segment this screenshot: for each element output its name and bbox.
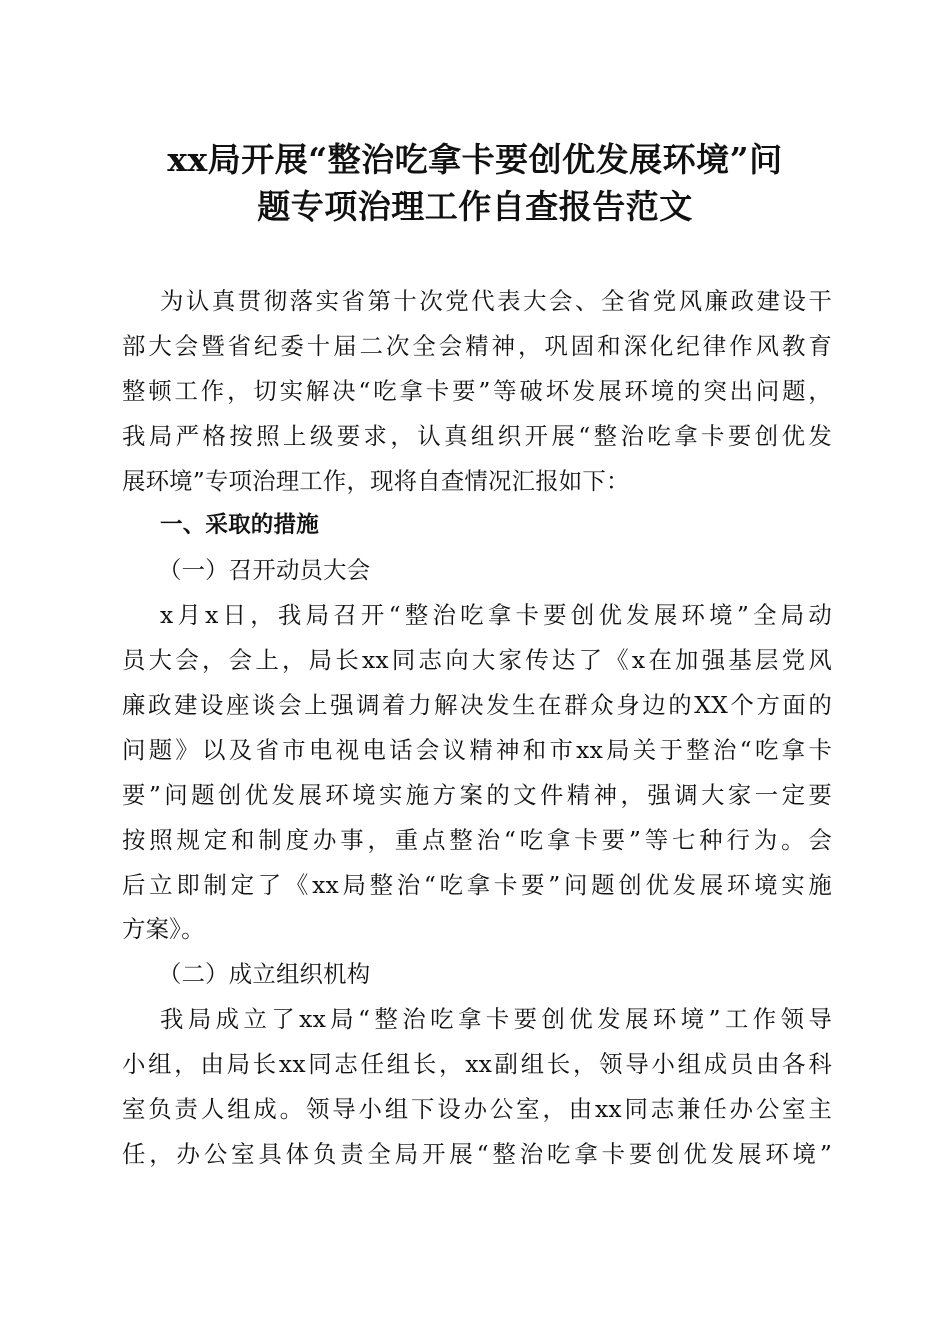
subsection-heading: （一）召开动员大会 bbox=[158, 556, 371, 585]
paragraph-line: 后立即制定了《xx局整治“吃拿卡要”问题创优发展环境实施 bbox=[122, 870, 832, 899]
paragraph-line: 廉政建设座谈会上强调着力解决发生在群众身边的XX个方面的 bbox=[122, 691, 832, 720]
paragraph-line: 问题》以及省市电视电话会议精神和市xx局关于整治“吃拿卡 bbox=[122, 735, 832, 764]
section-heading: 一、采取的措施 bbox=[160, 512, 319, 539]
document-title-line-1: xx局开展“整治吃拿卡要创优发展环境”问 bbox=[167, 140, 783, 179]
paragraph-line: 小组，由局长xx同志任组长，xx副组长，领导小组成员由各科 bbox=[122, 1050, 832, 1079]
subsection-heading: （二）成立组织机构 bbox=[158, 960, 371, 989]
paragraph-line: 要”问题创优发展环境实施方案的文件精神，强调大家一定要 bbox=[122, 780, 832, 809]
paragraph-line: 展环境”专项治理工作，现将自查情况汇报如下： bbox=[122, 466, 630, 495]
subsection-2-paragraph bbox=[122, 997, 832, 1177]
intro-paragraph bbox=[122, 279, 832, 503]
paragraph-line: 方案》。 bbox=[122, 915, 205, 944]
paragraph-line: 整顿工作，切实解决“吃拿卡要”等破坏发展环境的突出问题， bbox=[122, 376, 832, 405]
paragraph-line: 按照规定和制度办事，重点整治“吃拿卡要”等七种行为。会 bbox=[122, 825, 832, 854]
paragraph-line: 我局严格按照上级要求，认真组织开展“整治吃拿卡要创优发 bbox=[122, 421, 832, 450]
paragraph-line: 部大会暨省纪委十届二次全会精神，巩固和深化纪律作风教育 bbox=[122, 331, 832, 360]
paragraph-line: 员大会，会上，局长xx同志向大家传达了《x在加强基层党风 bbox=[122, 646, 832, 675]
paragraph-line: 室负责人组成。领导小组下设办公室，由xx同志兼任办公室主 bbox=[122, 1095, 832, 1124]
document-body bbox=[122, 279, 832, 1177]
paragraph-line: 我局成立了xx局“整治吃拿卡要创优发展环境”工作领导 bbox=[160, 1005, 832, 1034]
paragraph-line: x月x日，我局召开“整治吃拿卡要创优发展环境”全局动 bbox=[160, 601, 832, 630]
document-title-line-2: 题专项治理工作自查报告范文 bbox=[257, 187, 693, 226]
paragraph-line: 任，办公室具体负责全局开展“整治吃拿卡要创优发展环境” bbox=[122, 1139, 832, 1168]
paragraph-line: 为认真贯彻落实省第十次党代表大会、全省党风廉政建设干 bbox=[160, 287, 832, 315]
subsection-1-paragraph bbox=[122, 593, 832, 952]
